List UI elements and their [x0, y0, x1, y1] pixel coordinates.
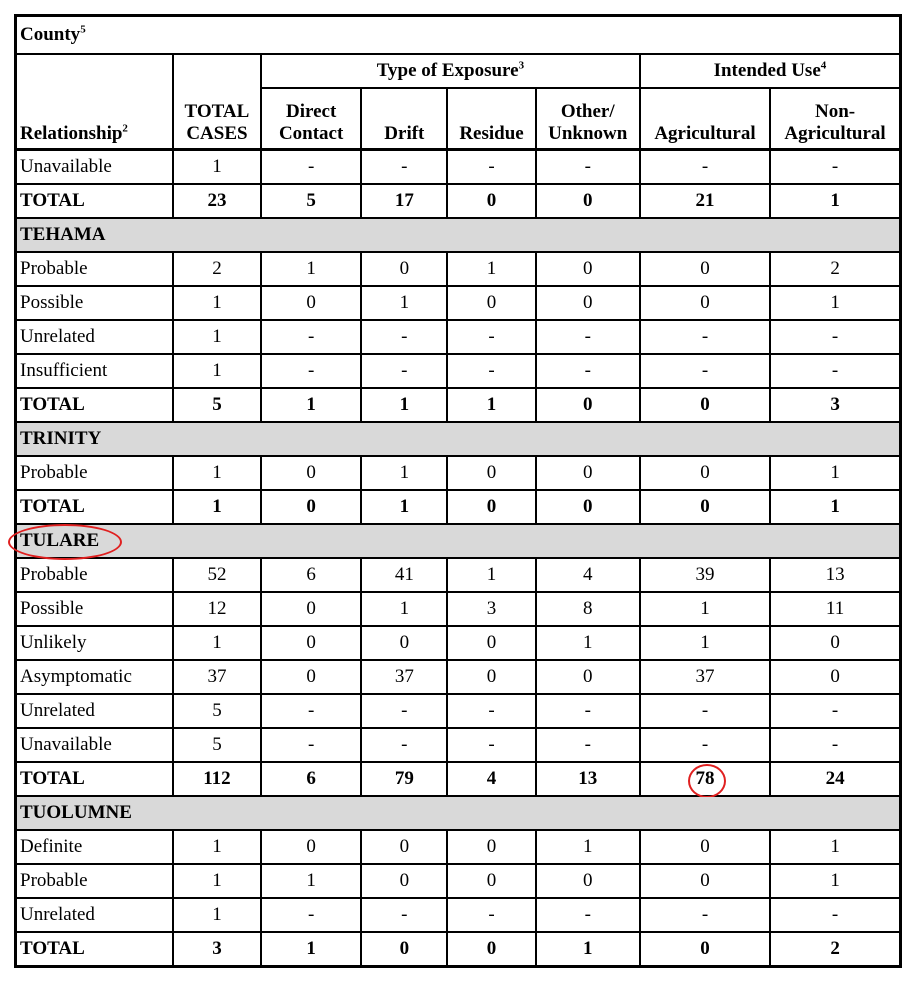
drift-cell: -: [361, 150, 447, 185]
drift-cell: 0: [361, 252, 447, 286]
residue-cell: 3: [447, 592, 535, 626]
drift-header: Drift: [361, 88, 447, 150]
other-unknown-cell: 0: [536, 286, 640, 320]
total-cases-cell: 3: [173, 932, 261, 967]
intended-use-group-header: [640, 54, 901, 88]
other-unknown-cell: 0: [536, 184, 640, 218]
row-label: TOTAL: [16, 184, 173, 218]
agricultural-cell: -: [640, 694, 770, 728]
non-agricultural-cell: -: [770, 354, 900, 388]
direct-contact-cell: 0: [261, 490, 361, 524]
total-cases-cell: 1: [173, 830, 261, 864]
nonag-line2: Agricultural: [784, 123, 886, 145]
row-label: TOTAL: [16, 490, 173, 524]
other-unknown-cell: 0: [536, 252, 640, 286]
row-label: Unavailable: [16, 728, 173, 762]
agricultural-header: Agricultural: [640, 88, 770, 150]
row-label: Unavailable: [16, 150, 173, 185]
agricultural-cell: 0: [640, 388, 770, 422]
residue-cell: 0: [447, 932, 535, 967]
direct-line1: Direct: [285, 101, 337, 123]
other-unknown-cell: 0: [536, 388, 640, 422]
other-unknown-cell: -: [536, 150, 640, 185]
nonag-line1: Non-: [815, 101, 856, 123]
table-row: [16, 558, 901, 592]
agricultural-cell: 0: [640, 286, 770, 320]
direct-contact-cell: 0: [261, 830, 361, 864]
total-cases-cell: 1: [173, 150, 261, 185]
residue-cell: 0: [447, 286, 535, 320]
total-cases-cell: 5: [173, 728, 261, 762]
residue-cell: 0: [447, 830, 535, 864]
other-unknown-cell: 0: [536, 490, 640, 524]
table-row: [16, 150, 901, 185]
drift-cell: 1: [361, 592, 447, 626]
agricultural-cell: 39: [640, 558, 770, 592]
drift-cell: -: [361, 728, 447, 762]
residue-cell: 0: [447, 626, 535, 660]
residue-cell: 4: [447, 762, 535, 796]
total-cases-line1: TOTAL: [184, 101, 250, 123]
residue-cell: -: [447, 150, 535, 185]
residue-cell: -: [447, 694, 535, 728]
non-agricultural-cell: 1: [770, 830, 900, 864]
drift-cell: -: [361, 898, 447, 932]
row-label: Insufficient: [16, 354, 173, 388]
highlighted-value: 78: [695, 768, 715, 790]
total-cases-cell: 1: [173, 490, 261, 524]
total-cases-cell: 1: [173, 864, 261, 898]
county-name-cell: [16, 422, 901, 456]
non-agricultural-cell: 2: [770, 932, 900, 967]
total-cases-cell: 37: [173, 660, 261, 694]
non-agricultural-cell: -: [770, 694, 900, 728]
drift-cell: -: [361, 320, 447, 354]
table-row: [16, 286, 901, 320]
county-name: TUOLUMNE: [20, 802, 132, 824]
county-name-cell: [16, 218, 901, 252]
table-row: [16, 864, 901, 898]
pesticide-cases-table: [14, 14, 902, 968]
total-cases-cell: 1: [173, 626, 261, 660]
county-header: [16, 16, 901, 55]
other-unknown-cell: 0: [536, 456, 640, 490]
direct-contact-cell: -: [261, 320, 361, 354]
row-label: Probable: [16, 864, 173, 898]
total-cases-cell: 12: [173, 592, 261, 626]
drift-cell: 1: [361, 490, 447, 524]
total-row: [16, 762, 901, 796]
agricultural-cell: 0: [640, 830, 770, 864]
total-cases-cell: 1: [173, 898, 261, 932]
drift-cell: 0: [361, 864, 447, 898]
county-name-cell: [16, 796, 901, 830]
agricultural-cell: 1: [640, 626, 770, 660]
table-row: [16, 354, 901, 388]
direct-contact-cell: -: [261, 728, 361, 762]
non-agricultural-cell: 0: [770, 626, 900, 660]
direct-contact-cell: 0: [261, 286, 361, 320]
table-row: [16, 694, 901, 728]
drift-cell: 1: [361, 286, 447, 320]
non-agricultural-cell: 2: [770, 252, 900, 286]
row-label: Unrelated: [16, 320, 173, 354]
other-line1: Other/: [560, 101, 615, 123]
other-unknown-cell: 13: [536, 762, 640, 796]
non-agricultural-cell: 1: [770, 456, 900, 490]
row-label: Possible: [16, 592, 173, 626]
footnote-marker: 3: [518, 59, 525, 72]
footnote-marker: 4: [820, 59, 827, 72]
table-row: [16, 830, 901, 864]
non-agricultural-cell: -: [770, 898, 900, 932]
county-name: TEHAMA: [20, 224, 106, 246]
non-agricultural-cell: 1: [770, 184, 900, 218]
non-agricultural-header: [770, 88, 900, 150]
county-section-tulare: [16, 524, 901, 558]
exposure-group-header: [261, 54, 640, 88]
residue-cell: -: [447, 728, 535, 762]
direct-contact-cell: 0: [261, 592, 361, 626]
residue-cell: 1: [447, 558, 535, 592]
drift-cell: -: [361, 694, 447, 728]
drift-cell: -: [361, 354, 447, 388]
non-agricultural-cell: 11: [770, 592, 900, 626]
drift-cell: 1: [361, 456, 447, 490]
residue-cell: 0: [447, 490, 535, 524]
other-unknown-header: [536, 88, 640, 150]
non-agricultural-cell: 1: [770, 490, 900, 524]
direct-contact-cell: -: [261, 694, 361, 728]
direct-contact-cell: 1: [261, 932, 361, 967]
agricultural-cell: -: [640, 150, 770, 185]
agricultural-cell: -: [640, 354, 770, 388]
other-unknown-cell: 8: [536, 592, 640, 626]
direct-line2: Contact: [278, 123, 344, 145]
table-row: [16, 252, 901, 286]
direct-contact-cell: 0: [261, 626, 361, 660]
row-label: Probable: [16, 456, 173, 490]
non-agricultural-cell: 3: [770, 388, 900, 422]
drift-cell: 0: [361, 830, 447, 864]
direct-contact-cell: 6: [261, 558, 361, 592]
row-label: Unrelated: [16, 898, 173, 932]
other-unknown-cell: -: [536, 354, 640, 388]
total-cases-cell: 112: [173, 762, 261, 796]
drift-cell: 41: [361, 558, 447, 592]
agricultural-cell: 21: [640, 184, 770, 218]
report-table-container: [14, 14, 902, 968]
row-label: TOTAL: [16, 762, 173, 796]
total-row: [16, 932, 901, 967]
other-unknown-cell: 1: [536, 626, 640, 660]
footnote-marker: 5: [80, 23, 86, 36]
row-label: Definite: [16, 830, 173, 864]
row-label: Probable: [16, 252, 173, 286]
total-cases-line2: CASES: [186, 123, 248, 145]
row-label: Unrelated: [16, 694, 173, 728]
exposure-group-label: Type of Exposure: [376, 60, 519, 82]
total-cases-cell: 52: [173, 558, 261, 592]
total-row: [16, 184, 901, 218]
agricultural-cell: 0: [640, 864, 770, 898]
other-unknown-cell: -: [536, 728, 640, 762]
residue-cell: -: [447, 320, 535, 354]
total-row: [16, 388, 901, 422]
residue-cell: 1: [447, 252, 535, 286]
row-label: Possible: [16, 286, 173, 320]
table-body: [16, 150, 901, 967]
total-cases-header: [173, 54, 261, 150]
county-header-label: County: [20, 24, 81, 46]
residue-cell: 0: [447, 456, 535, 490]
table-row: [16, 456, 901, 490]
agricultural-cell: [640, 762, 770, 796]
other-unknown-cell: -: [536, 694, 640, 728]
total-cases-cell: 1: [173, 286, 261, 320]
drift-cell: 17: [361, 184, 447, 218]
row-label: Unlikely: [16, 626, 173, 660]
row-label: Probable: [16, 558, 173, 592]
other-unknown-cell: -: [536, 320, 640, 354]
relationship-header-label: Relationship: [20, 123, 123, 145]
agricultural-cell: 0: [640, 456, 770, 490]
residue-cell: -: [447, 354, 535, 388]
residue-cell: 0: [447, 184, 535, 218]
residue-cell: 0: [447, 864, 535, 898]
total-cases-cell: 1: [173, 354, 261, 388]
agricultural-cell: -: [640, 320, 770, 354]
drift-cell: 1: [361, 388, 447, 422]
drift-cell: 0: [361, 626, 447, 660]
direct-contact-cell: -: [261, 150, 361, 185]
drift-cell: 37: [361, 660, 447, 694]
total-cases-cell: 1: [173, 320, 261, 354]
direct-contact-cell: 1: [261, 252, 361, 286]
drift-cell: 79: [361, 762, 447, 796]
total-cases-cell: 23: [173, 184, 261, 218]
direct-contact-cell: 0: [261, 456, 361, 490]
non-agricultural-cell: 13: [770, 558, 900, 592]
county-name: TULARE: [20, 530, 100, 552]
total-row: [16, 490, 901, 524]
direct-contact-cell: 5: [261, 184, 361, 218]
other-unknown-cell: 1: [536, 932, 640, 967]
row-label: TOTAL: [16, 388, 173, 422]
county-section-tehama: [16, 218, 901, 252]
direct-contact-cell: -: [261, 898, 361, 932]
other-unknown-cell: 0: [536, 864, 640, 898]
intended-use-group-label: Intended Use: [713, 60, 821, 82]
table-row: [16, 626, 901, 660]
direct-contact-header: [261, 88, 361, 150]
residue-cell: 0: [447, 660, 535, 694]
other-unknown-cell: 0: [536, 660, 640, 694]
footnote-marker: 2: [122, 122, 128, 135]
agricultural-cell: 0: [640, 490, 770, 524]
table-row: [16, 728, 901, 762]
residue-header: Residue: [447, 88, 535, 150]
direct-contact-cell: -: [261, 354, 361, 388]
direct-contact-cell: 0: [261, 660, 361, 694]
row-label: TOTAL: [16, 932, 173, 967]
table-row: [16, 660, 901, 694]
relationship-header: [16, 54, 173, 150]
county-section-tuolumne: [16, 796, 901, 830]
county-name: TRINITY: [20, 428, 102, 450]
non-agricultural-cell: 24: [770, 762, 900, 796]
non-agricultural-cell: 1: [770, 286, 900, 320]
residue-cell: -: [447, 898, 535, 932]
direct-contact-cell: 1: [261, 388, 361, 422]
residue-cell: 1: [447, 388, 535, 422]
agricultural-cell: 0: [640, 932, 770, 967]
agricultural-cell: 0: [640, 252, 770, 286]
table-row: [16, 592, 901, 626]
table-row: [16, 320, 901, 354]
non-agricultural-cell: 0: [770, 660, 900, 694]
direct-contact-cell: 6: [261, 762, 361, 796]
other-line2: Unknown: [548, 123, 628, 145]
agricultural-cell: -: [640, 898, 770, 932]
total-cases-cell: 2: [173, 252, 261, 286]
total-cases-cell: 1: [173, 456, 261, 490]
total-cases-cell: 5: [173, 388, 261, 422]
non-agricultural-cell: -: [770, 150, 900, 185]
agricultural-cell: -: [640, 728, 770, 762]
table-row: [16, 898, 901, 932]
row-label: Asymptomatic: [16, 660, 173, 694]
other-unknown-cell: 1: [536, 830, 640, 864]
non-agricultural-cell: 1: [770, 864, 900, 898]
non-agricultural-cell: -: [770, 728, 900, 762]
county-section-trinity: [16, 422, 901, 456]
direct-contact-cell: 1: [261, 864, 361, 898]
drift-cell: 0: [361, 932, 447, 967]
agricultural-cell: 1: [640, 592, 770, 626]
county-name-cell: [16, 524, 901, 558]
non-agricultural-cell: -: [770, 320, 900, 354]
total-cases-cell: 5: [173, 694, 261, 728]
other-unknown-cell: 4: [536, 558, 640, 592]
agricultural-cell: 37: [640, 660, 770, 694]
other-unknown-cell: -: [536, 898, 640, 932]
